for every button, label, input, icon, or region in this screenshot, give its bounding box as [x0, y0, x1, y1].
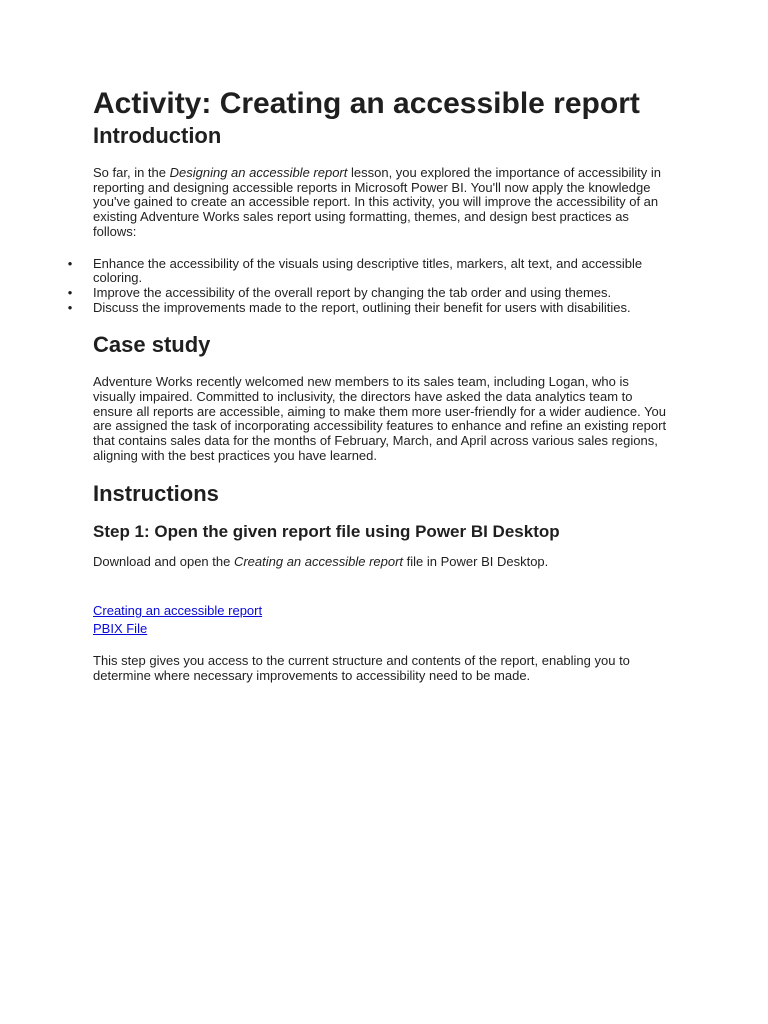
download-links	[93, 602, 675, 638]
section-heading-case-study: Case study	[93, 332, 211, 358]
list-item	[66, 301, 675, 316]
bullet-icon: •	[67, 284, 73, 300]
step-1-heading: Step 1: Open the given report file using Power BI Desktop	[93, 521, 560, 541]
list-item	[66, 286, 675, 301]
step-1-text-before: Download and open the	[93, 553, 234, 569]
document-page	[67, 86, 675, 684]
list-item	[66, 257, 675, 286]
intro-text-after: lesson, you explored the importance of accessibility in reporting and designing accessible reports in Microsoft Power BI. You'll now apply the knowledge you've gained to create an accessible report. In this activity, you will improve the accessibility of an existing Adventure Works sales report using formatting, themes, and design best practices as follows:	[93, 165, 661, 239]
report-link[interactable]: Creating an accessible report	[93, 603, 263, 619]
list-item-text: Improve the accessibility of the overall report by changing the tab order and using themes.	[93, 284, 612, 300]
list-item-text: Discuss the improvements made to the report, outlining their benefit for users with disabilities.	[93, 299, 631, 315]
objectives-list	[66, 257, 675, 316]
bullet-icon: •	[67, 255, 73, 271]
lesson-name-emphasis: Designing an accessible report	[169, 165, 348, 180]
intro-text-before: So far, in the	[93, 165, 170, 180]
intro-paragraph	[93, 166, 675, 240]
case-study-paragraph: Adventure Works recently welcomed new members to its sales team, including Logan, who is visually impaired. Committed to inclusivity, the directors have asked the data analytics team to ensure all reports are accessible, aiming to make them more user-friendly for a wider audience. You are assigned the task of incorporating accessibility features to enhance and refine an existing report that contains sales data for the months of February, March, and April across various sales regions, aligning with the best practices you have learned.	[93, 374, 667, 463]
page-title: Activity: Creating an accessible report	[93, 87, 640, 120]
file-name-emphasis: Creating an accessible report	[233, 553, 404, 569]
closing-paragraph: This step gives you access to the current structure and contents of the report, enabling you to determine where necessary improvements to accessibility need to be made.	[93, 653, 630, 683]
section-heading-introduction: Introduction	[93, 123, 222, 148]
step-1-paragraph	[93, 555, 675, 570]
step-1-text-after: file in Power BI Desktop.	[403, 553, 549, 569]
list-item-text: Enhance the accessibility of the visuals using descriptive titles, markers, alt text, and accessible coloring.	[93, 255, 643, 286]
section-heading-instructions: Instructions	[93, 480, 219, 506]
pbix-file-link[interactable]: PBIX File	[93, 621, 148, 637]
bullet-icon: •	[67, 299, 73, 315]
